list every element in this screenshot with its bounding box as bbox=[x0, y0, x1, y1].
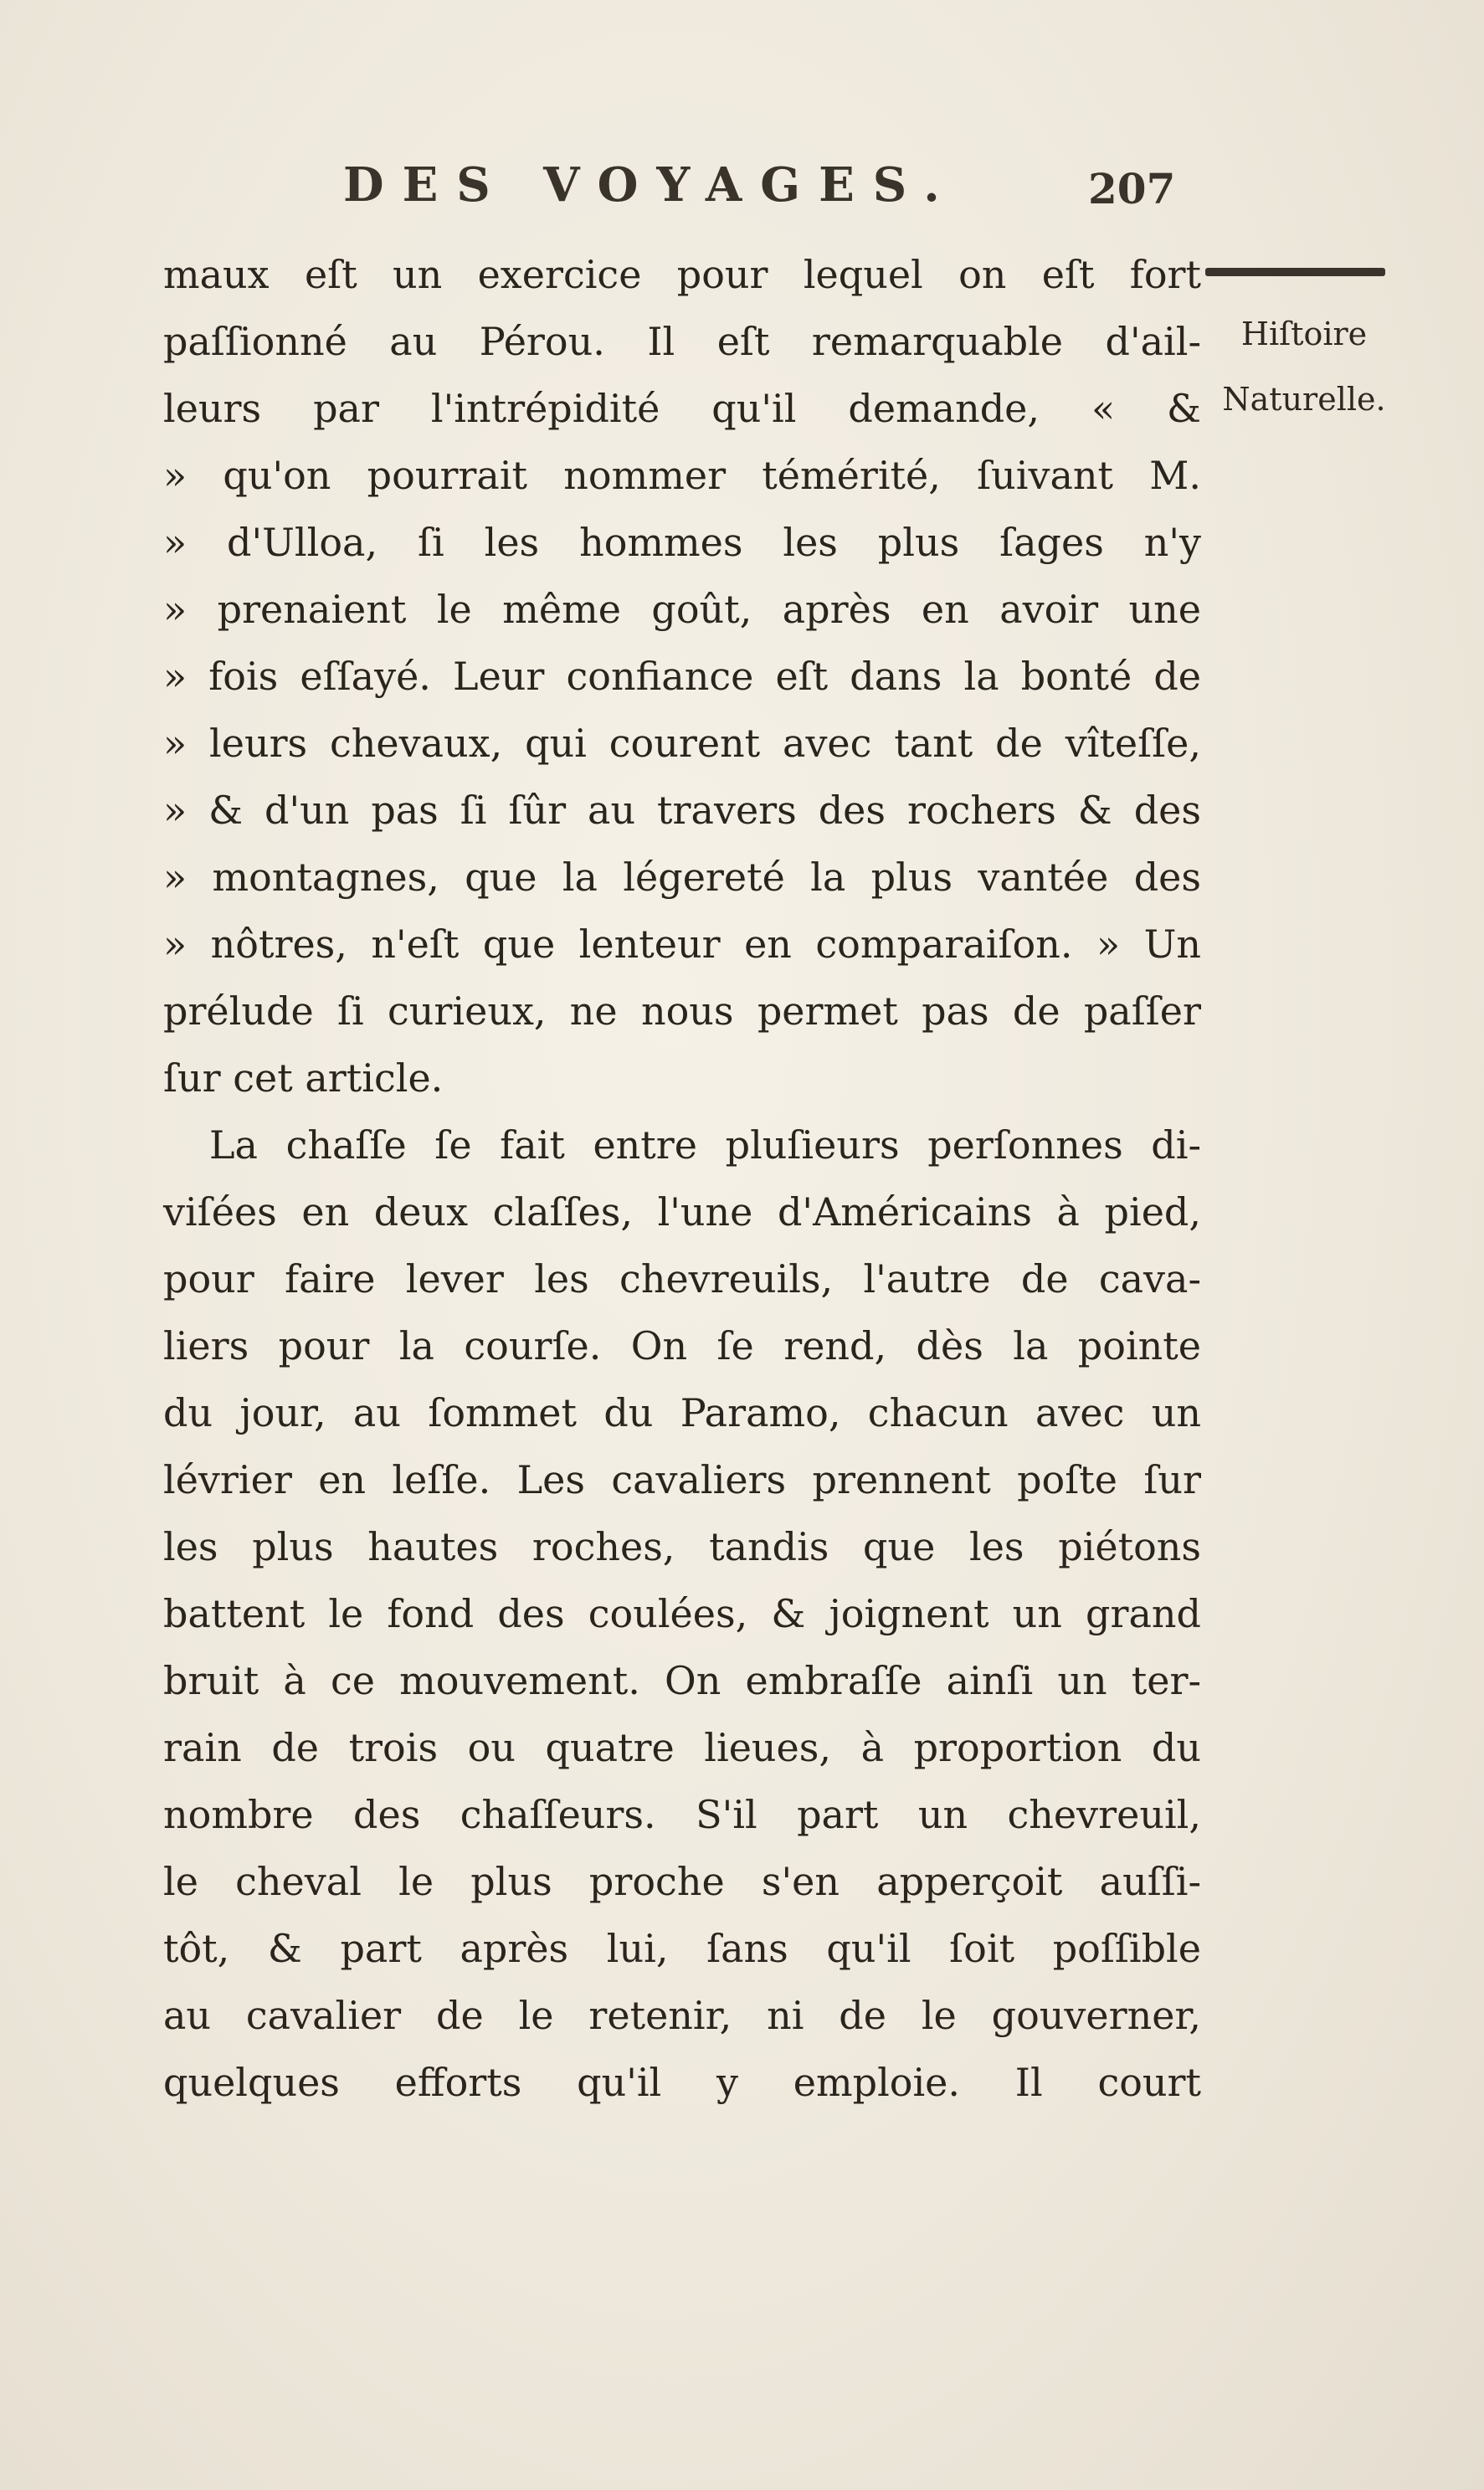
text-line: » & d'un pas ſi ſûr au travers des rochers & des bbox=[163, 788, 1201, 833]
text-line: pour faire lever les chevreuils, l'autre de cava- bbox=[163, 1256, 1201, 1301]
text-line: paſſionné au Pérou. Il eſt remarquable d'ail- bbox=[163, 319, 1201, 364]
text-line: tôt, & part après lui, ſans qu'il ſoit poſſible bbox=[163, 1926, 1201, 1971]
text-line: nombre des chaſſeurs. S'il part un chevreuil, bbox=[163, 1792, 1201, 1837]
running-head: DES VOYAGES. bbox=[343, 157, 958, 213]
text-line: bruit à ce mouvement. On embraſſe ainſi un ter- bbox=[163, 1658, 1201, 1703]
text-line: » montagnes, que la légereté la plus vantée des bbox=[163, 855, 1201, 900]
text-line: maux eſt un exercice pour lequel on eſt fort bbox=[163, 252, 1201, 297]
text-line: » prenaient le même goût, après en avoir une bbox=[163, 587, 1201, 632]
margin-ornament-rule bbox=[1205, 268, 1385, 276]
text-line: » fois eſſayé. Leur confiance eſt dans la bonté de bbox=[163, 654, 1201, 699]
text-line: » d'Ulloa, ſi les hommes les plus ſages n'y bbox=[163, 520, 1201, 565]
text-line: du jour, au ſommet du Paramo, chacun avec un bbox=[163, 1390, 1201, 1435]
text-line: » leurs chevaux, qui courent avec tant de vîteſſe, bbox=[163, 721, 1201, 766]
page-number: 207 bbox=[1088, 164, 1176, 213]
text-line: viſées en deux claſſes, l'une d'Américains à pied, bbox=[163, 1189, 1201, 1235]
text-line: » qu'on pourrait nommer témérité, ſuivant M. bbox=[163, 453, 1201, 498]
margin-note-line: Hiſtoire bbox=[1240, 316, 1368, 352]
text-line: ſur cet article. bbox=[163, 1055, 444, 1101]
margin-note bbox=[1204, 301, 1404, 432]
text-line: » nôtres, n'eſt que lenteur en comparaiſon. » Un bbox=[163, 922, 1201, 967]
text-line: les plus hautes roches, tandis que les piétons bbox=[163, 1524, 1201, 1569]
text-line: La chaſſe ſe fait entre pluſieurs perſonnes di- bbox=[209, 1122, 1201, 1168]
margin-note-line: Naturelle. bbox=[1222, 381, 1386, 418]
text-line: liers pour la courſe. On ſe rend, dès la pointe bbox=[163, 1323, 1201, 1368]
text-line: leurs par l'intrépidité qu'il demande, « & bbox=[163, 386, 1201, 431]
text-line: prélude ſi curieux, ne nous permet pas de paſſer bbox=[163, 988, 1201, 1034]
text-line: rain de trois ou quatre lieues, à proportion du bbox=[163, 1725, 1201, 1770]
text-line: battent le fond des coulées, & joignent un grand bbox=[163, 1591, 1201, 1636]
text-line: au cavalier de le retenir, ni de le gouverner, bbox=[163, 1993, 1201, 2038]
text-line: le cheval le plus proche s'en apperçoit auſſi- bbox=[163, 1859, 1201, 1904]
text-line: quelques efforts qu'il y emploie. Il court bbox=[163, 2060, 1201, 2105]
text-line: lévrier en leſſe. Les cavaliers prennent poſte ſur bbox=[163, 1457, 1201, 1502]
body-text bbox=[163, 241, 1201, 2116]
